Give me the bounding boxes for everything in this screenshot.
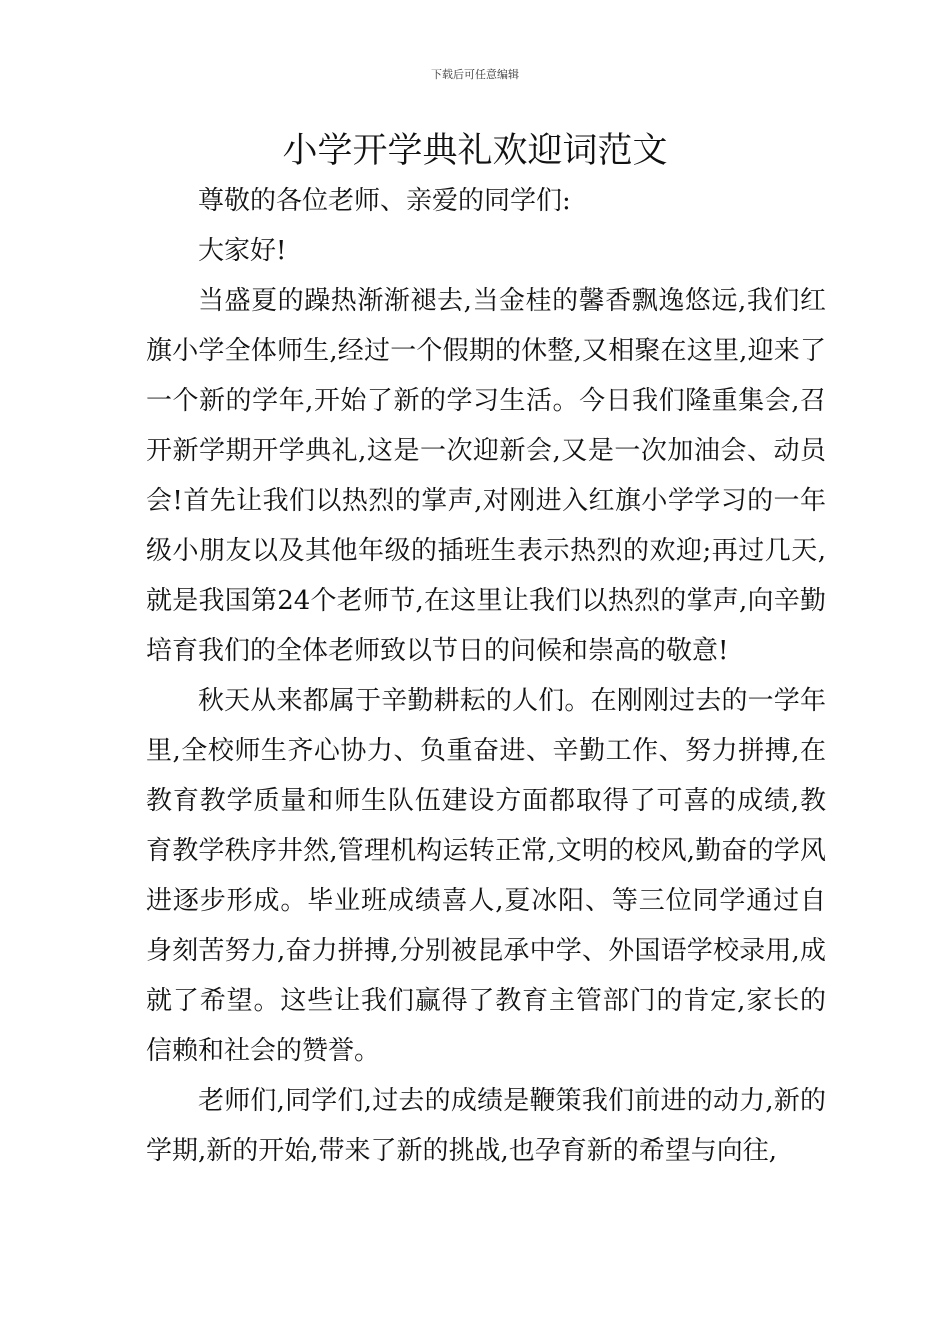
body-paragraph: 老师们,同学们,过去的成绩是鞭策我们前进的动力,新的学期,新的开始,带来了新的挑战,也孕育新的希望与向往,	[146, 1086, 826, 1166]
salutation-paragraph: 尊敬的各位老师、亲爱的同学们:	[198, 186, 571, 216]
document-body	[146, 176, 826, 1176]
header-note: 下载后可任意编辑	[431, 68, 519, 81]
body-paragraph: 秋天从来都属于辛勤耕耘的人们。在刚刚过去的一学年里,全校师生齐心协力、负重奋进、辛勤工作、努力拼搏,在教育教学质量和师生队伍建设方面都取得了可喜的成绩,教育教学秩序井然,管理机构运转正常,文明的校风,勤奋的学风进逐步形成。毕业班成绩喜人,夏冰阳、等三位同学通过自身刻苦努力,奋力拼搏,分别被昆承中学、外国语学校录用,成就了希望。这些让我们赢得了教育主管部门的肯定,家长的信赖和社会的赞誉。	[146, 686, 826, 1066]
document-title: 小学开学典礼欢迎词范文	[282, 131, 668, 171]
body-paragraph: 当盛夏的躁热渐渐褪去,当金桂的馨香飘逸悠远,我们红旗小学全体师生,经过一个假期的休整,又相聚在这里,迎来了一个新的学年,开始了新的学习生活。今日我们隆重集会,召开新学期开学典礼,这是一次迎新会,又是一次加油会、动员会!首先让我们以热烈的掌声,对刚进入红旗小学学习的一年级小朋友以及其他年级的插班生表示热烈的欢迎;再过几天,就是我国第24个老师节,在这里让我们以热烈的掌声,向辛勤培育我们的全体老师致以节日的问候和崇高的敬意!	[146, 286, 826, 666]
greeting-paragraph: 大家好!	[198, 236, 287, 266]
